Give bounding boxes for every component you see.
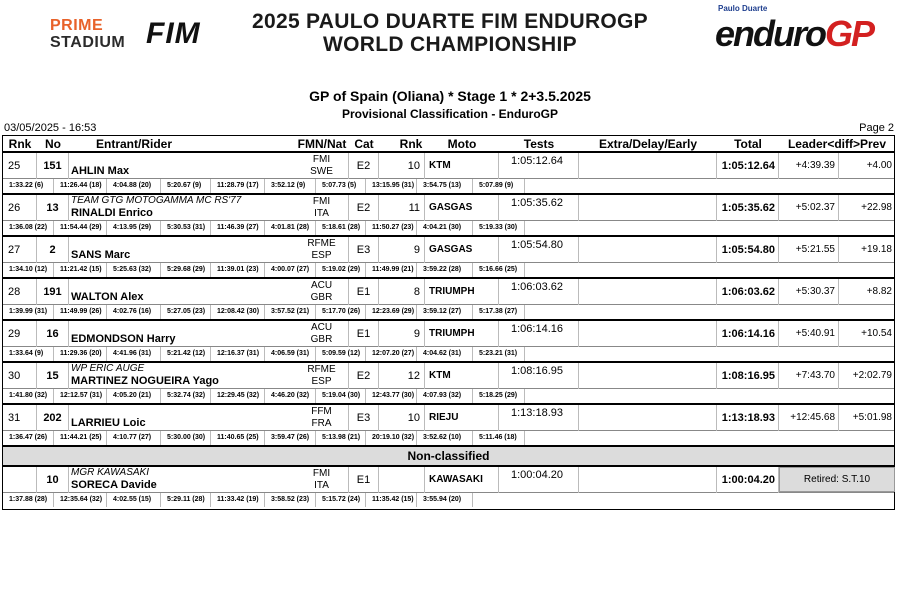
col-leader: Leader<diff>Prev	[787, 137, 887, 151]
cell-rnk: 31	[3, 405, 37, 431]
col-moto: Moto	[447, 137, 477, 151]
col-total: Total	[734, 137, 762, 151]
split-time: 11:26.44 (18)	[54, 179, 107, 193]
cell-rnk: 28	[3, 279, 37, 305]
cell-cat: E3	[349, 405, 379, 431]
cell-total: 1:00:04.20	[717, 467, 779, 493]
split-time: 11:46.39 (27)	[211, 221, 265, 235]
cell-no: 151	[37, 153, 69, 179]
split-time: 4:41.96 (31)	[107, 347, 161, 361]
split-time: 4:07.93 (32)	[417, 389, 473, 403]
rider-name: WALTON Alex	[71, 291, 144, 303]
title-line1: 2025 PAULO DUARTE FIM ENDUROGP	[252, 10, 648, 33]
cell-cat-rnk: 10	[379, 405, 425, 431]
enduro-word	[715, 14, 873, 54]
cell-rnk: 27	[3, 237, 37, 263]
split-time: 4:01.81 (28)	[265, 221, 316, 235]
table-row	[3, 467, 894, 509]
cell-rnk: 25	[3, 153, 37, 179]
cell-leader-diff: +7:43.70	[779, 363, 839, 389]
cell-rnk: 26	[3, 195, 37, 221]
split-time: 12:08.42 (30)	[211, 305, 265, 319]
cell-moto: KTM	[425, 363, 499, 389]
table-row	[3, 405, 894, 447]
row-main	[3, 237, 894, 263]
cell-leader-diff: +12:45.68	[779, 405, 839, 431]
cell-no: 202	[37, 405, 69, 431]
rider-name: SANS Marc	[71, 249, 131, 261]
cell-prev-diff: +5:01.98	[852, 412, 892, 423]
split-time: 4:04.21 (30)	[417, 221, 473, 235]
split-time: 5:17.70 (26)	[316, 305, 366, 319]
cell-prev-diff: +10.54	[861, 328, 892, 339]
nationality: GBR	[310, 334, 333, 345]
split-time: 3:59.47 (26)	[265, 431, 316, 445]
split-time: 3:58.52 (23)	[265, 493, 316, 507]
split-time: 12:29.45 (32)	[211, 389, 265, 403]
split-time: 5:19.33 (30)	[473, 221, 525, 235]
cell-no: 191	[37, 279, 69, 305]
cell-rider	[69, 153, 295, 179]
split-time: 5:07.73 (5)	[316, 179, 366, 193]
split-time: 5:18.61 (28)	[316, 221, 366, 235]
split-time: 11:21.42 (15)	[54, 263, 107, 277]
split-time: 1:41.80 (32)	[3, 389, 54, 403]
split-time: 11:49.99 (21)	[366, 263, 417, 277]
team-name: TEAM GTG MOTOGAMMA MC RS'77	[71, 195, 242, 206]
col-extra: Extra/Delay/Early	[598, 137, 698, 151]
cell-nat	[295, 237, 349, 263]
split-time: 5:27.05 (23)	[161, 305, 211, 319]
rider-name: AHLIN Max	[71, 165, 130, 177]
rider-name: RINALDI Enrico	[71, 207, 153, 219]
cell-nat	[295, 195, 349, 221]
split-time: 11:33.42 (19)	[211, 493, 265, 507]
nationality: ITA	[314, 480, 329, 491]
split-time: 11:50.27 (23)	[366, 221, 417, 235]
split-time: 1:39.99 (31)	[3, 305, 54, 319]
cell-total: 1:05:35.62	[717, 195, 779, 221]
cell-tests: 1:00:04.20	[499, 467, 579, 493]
page-number: Page 2	[859, 122, 894, 134]
cell-cat-rnk: 9	[379, 237, 425, 263]
cell-tests: 1:13:18.93	[499, 405, 579, 431]
cell-cat-rnk: 12	[379, 363, 425, 389]
cell-total: 1:05:12.64	[717, 153, 779, 179]
split-time: 13:15.95 (31)	[366, 179, 417, 193]
cell-leader-diff: +5:40.91	[779, 321, 839, 347]
fim-logo	[146, 17, 201, 51]
cell-cat-rnk: 10	[379, 153, 425, 179]
nationality: SWE	[310, 166, 333, 177]
fmn: RFME	[307, 364, 336, 375]
split-time: 11:29.36 (20)	[54, 347, 107, 361]
cell-rider	[69, 279, 295, 305]
cell-cat: E2	[349, 195, 379, 221]
split-time: 1:36.47 (26)	[3, 431, 54, 445]
cell-total: 1:08:16.95	[717, 363, 779, 389]
cell-nat	[295, 153, 349, 179]
row-main	[3, 363, 894, 389]
cell-rnk: 30	[3, 363, 37, 389]
fmn: FFM	[311, 406, 332, 417]
cell-moto: GASGAS	[425, 195, 499, 221]
nonclassified-header: Non-classified	[3, 447, 894, 467]
split-time: 5:13.98 (21)	[316, 431, 366, 445]
cell-total: 1:06:03.62	[717, 279, 779, 305]
split-time: 11:28.79 (17)	[211, 179, 265, 193]
split-time: 5:17.38 (27)	[473, 305, 525, 319]
cell-cat: E1	[349, 321, 379, 347]
split-time: 5:19.02 (29)	[316, 263, 366, 277]
split-time: 1:34.10 (12)	[3, 263, 54, 277]
split-time: 5:32.74 (32)	[161, 389, 211, 403]
cell-rider	[69, 363, 295, 389]
split-time: 5:29.68 (29)	[161, 263, 211, 277]
cell-nat	[295, 363, 349, 389]
cell-leader-diff: +4:39.39	[779, 153, 839, 179]
cell-total: 1:06:14.16	[717, 321, 779, 347]
split-time: 12:07.20 (27)	[366, 347, 417, 361]
cell-leader-diff: +5:30.37	[779, 279, 839, 305]
nationality: ITA	[314, 208, 329, 219]
fmn: ACU	[310, 280, 333, 291]
col-cat: Cat	[354, 137, 374, 151]
cell-rider	[69, 405, 295, 431]
cell-tests: 1:08:16.95	[499, 363, 579, 389]
cell-moto: GASGAS	[425, 237, 499, 263]
table-row	[3, 237, 894, 279]
fmn: FMI	[312, 196, 331, 207]
split-time: 11:35.42 (15)	[366, 493, 417, 507]
cell-extra	[579, 467, 717, 493]
split-time: 4:04.88 (20)	[107, 179, 161, 193]
cell-rider	[69, 321, 295, 347]
split-time: 5:19.04 (30)	[316, 389, 366, 403]
row-splits	[3, 221, 894, 235]
split-time: 4:02.55 (15)	[107, 493, 161, 507]
enduro-word1: enduro	[715, 13, 825, 54]
enduro-word2: GP	[825, 13, 874, 54]
enduro-brand: Paulo Duarte	[718, 4, 768, 13]
cell-prev-diff: +22.98	[861, 202, 892, 213]
title-line2: WORLD CHAMPIONSHIP	[323, 33, 577, 56]
cell-moto: KTM	[425, 153, 499, 179]
cell-leader-diff: +5:02.37	[779, 195, 839, 221]
split-time: 3:54.75 (13)	[417, 179, 473, 193]
cell-extra	[579, 321, 717, 347]
split-time: 5:20.67 (9)	[161, 179, 211, 193]
cell-tests: 1:06:14.16	[499, 321, 579, 347]
split-time: 5:25.63 (32)	[107, 263, 161, 277]
cell-tests: 1:06:03.62	[499, 279, 579, 305]
split-time: 3:59.22 (28)	[417, 263, 473, 277]
table-row	[3, 321, 894, 363]
col-nat: FMN/Nat	[297, 137, 347, 151]
cell-rider	[69, 237, 295, 263]
split-time: 5:11.46 (18)	[473, 431, 525, 445]
results-table	[2, 135, 895, 510]
table-row	[3, 195, 894, 237]
split-time: 11:54.44 (29)	[54, 221, 107, 235]
cell-cat-rnk: 11	[379, 195, 425, 221]
rider-name: LARRIEU Loic	[71, 417, 146, 429]
row-splits	[3, 347, 894, 361]
split-time: 11:49.99 (26)	[54, 305, 107, 319]
cell-prev-diff: +8.82	[866, 286, 892, 297]
split-time: 5:16.66 (25)	[473, 263, 525, 277]
cell-moto: KAWASAKI	[425, 467, 499, 493]
cell-moto: RIEJU	[425, 405, 499, 431]
nationality: ESP	[311, 250, 332, 261]
col-tests: Tests	[523, 137, 555, 151]
split-time: 5:09.59 (12)	[316, 347, 366, 361]
cell-total: 1:05:54.80	[717, 237, 779, 263]
split-time: 1:36.08 (22)	[3, 221, 54, 235]
cell-total: 1:13:18.93	[717, 405, 779, 431]
split-time: 1:33.22 (6)	[3, 179, 54, 193]
fim-logo-text: FIM	[146, 17, 201, 50]
table-row	[3, 153, 894, 195]
cell-no: 10	[37, 467, 69, 493]
row-splits	[3, 431, 894, 445]
row-main	[3, 321, 894, 347]
split-time: 4:10.77 (27)	[107, 431, 161, 445]
row-splits	[3, 263, 894, 277]
row-splits	[3, 179, 894, 193]
split-time: 3:57.52 (21)	[265, 305, 316, 319]
cell-rnk: 29	[3, 321, 37, 347]
rider-name: MARTINEZ NOGUEIRA Yago	[71, 375, 219, 387]
cell-no: 13	[37, 195, 69, 221]
cell-tests: 1:05:35.62	[499, 195, 579, 221]
cell-cat: E2	[349, 153, 379, 179]
championship-title	[230, 10, 670, 56]
cell-prev-diff: +2:02.79	[852, 370, 892, 381]
cell-cat: E1	[349, 279, 379, 305]
rider-name: SORECA Davide	[71, 479, 157, 491]
split-time: 4:46.20 (32)	[265, 389, 316, 403]
fmn: FMI	[312, 468, 331, 479]
table-row	[3, 279, 894, 321]
cell-cat: E2	[349, 363, 379, 389]
cell-cat: E1	[349, 467, 379, 493]
prime-logo-line1: PRIME	[50, 17, 104, 34]
cell-prev-diff: +4.00	[866, 160, 892, 171]
prime-logo-line2: STADIUM	[50, 34, 126, 51]
rider-name: EDMONDSON Harry	[71, 333, 176, 345]
cell-nat	[295, 279, 349, 305]
cell-cat: E3	[349, 237, 379, 263]
col-no: No	[45, 137, 61, 151]
split-time: 4:06.59 (31)	[265, 347, 316, 361]
cell-tests: 1:05:12.64	[499, 153, 579, 179]
split-time: 5:23.21 (31)	[473, 347, 525, 361]
print-datetime: 03/05/2025 - 16:53	[4, 122, 97, 134]
cell-nat	[295, 405, 349, 431]
team-name: MGR KAWASAKI	[71, 467, 149, 478]
cell-rider	[69, 467, 295, 493]
col-rnk: Rnk	[8, 137, 32, 151]
table-row	[3, 363, 894, 405]
cell-moto: TRIUMPH	[425, 279, 499, 305]
row-main	[3, 195, 894, 221]
split-time: 12:12.57 (31)	[54, 389, 107, 403]
col-cat-rnk: Rnk	[399, 137, 423, 151]
cell-no: 16	[37, 321, 69, 347]
cell-extra	[579, 363, 717, 389]
nationality: GBR	[310, 292, 333, 303]
cell-extra	[579, 195, 717, 221]
cell-tests: 1:05:54.80	[499, 237, 579, 263]
split-time: 12:43.77 (30)	[366, 389, 417, 403]
split-time: 3:55.94 (20)	[417, 493, 473, 507]
cell-extra	[579, 237, 717, 263]
split-time: 4:04.62 (31)	[417, 347, 473, 361]
cell-rnk	[3, 467, 37, 493]
cell-prev-diff: +19.18	[861, 244, 892, 255]
fmn: ACU	[310, 322, 333, 333]
col-rider: Entrant/Rider	[95, 137, 172, 151]
split-time: 1:33.64 (9)	[3, 347, 54, 361]
split-time: 5:30.53 (31)	[161, 221, 211, 235]
cell-extra	[579, 279, 717, 305]
cell-extra	[579, 405, 717, 431]
split-time: 12:23.69 (29)	[366, 305, 417, 319]
cell-moto: TRIUMPH	[425, 321, 499, 347]
cell-cat-rnk: 8	[379, 279, 425, 305]
split-time: 20:19.10 (32)	[366, 431, 417, 445]
split-time: 12:16.37 (31)	[211, 347, 265, 361]
split-time: 4:13.95 (29)	[107, 221, 161, 235]
split-time: 5:07.89 (9)	[473, 179, 525, 193]
prime-stadium-logo	[50, 17, 125, 51]
row-main	[3, 279, 894, 305]
cell-nat	[295, 321, 349, 347]
row-splits	[3, 389, 894, 403]
split-time: 5:15.72 (24)	[316, 493, 366, 507]
fmn: FMI	[312, 154, 331, 165]
split-time: 11:39.01 (23)	[211, 263, 265, 277]
cell-cat-rnk: 9	[379, 321, 425, 347]
cell-nat	[295, 467, 349, 493]
results-rows	[3, 153, 894, 447]
table-header	[3, 136, 894, 153]
split-time: 5:30.00 (30)	[161, 431, 211, 445]
split-time: 5:21.42 (12)	[161, 347, 211, 361]
cell-no: 2	[37, 237, 69, 263]
endurogp-logo	[712, 2, 874, 68]
classification-title: Provisional Classification - EnduroGP	[341, 107, 559, 121]
row-splits	[3, 493, 894, 507]
split-time: 1:37.88 (28)	[3, 493, 54, 507]
event-title: GP of Spain (Oliana) * Stage 1 * 2+3.5.2025	[309, 88, 591, 104]
cell-cat-rnk	[379, 467, 425, 493]
split-time: 4:02.76 (16)	[107, 305, 161, 319]
cell-leader-diff: +5:21.55	[779, 237, 839, 263]
split-time: 5:18.25 (29)	[473, 389, 525, 403]
split-time: 3:52.62 (10)	[417, 431, 473, 445]
split-time: 3:59.12 (27)	[417, 305, 473, 319]
row-splits	[3, 305, 894, 319]
cell-extra	[579, 153, 717, 179]
team-name: WP ERIC AUGE	[71, 363, 145, 374]
row-main	[3, 405, 894, 431]
split-time: 5:29.11 (28)	[161, 493, 211, 507]
split-time: 11:40.65 (25)	[211, 431, 265, 445]
split-time: 12:35.64 (32)	[54, 493, 107, 507]
fmn: RFME	[307, 238, 336, 249]
nationality: FRA	[311, 418, 332, 429]
row-main	[3, 467, 894, 493]
split-time: 11:44.21 (25)	[54, 431, 107, 445]
cell-no: 15	[37, 363, 69, 389]
split-time: 3:52.12 (9)	[265, 179, 316, 193]
retired-status: Retired: S.T.10	[779, 467, 895, 492]
row-main	[3, 153, 894, 179]
cell-rider	[69, 195, 295, 221]
nationality: ESP	[311, 376, 332, 387]
split-time: 4:00.07 (27)	[265, 263, 316, 277]
split-time: 4:05.20 (21)	[107, 389, 161, 403]
page-header	[0, 0, 900, 70]
